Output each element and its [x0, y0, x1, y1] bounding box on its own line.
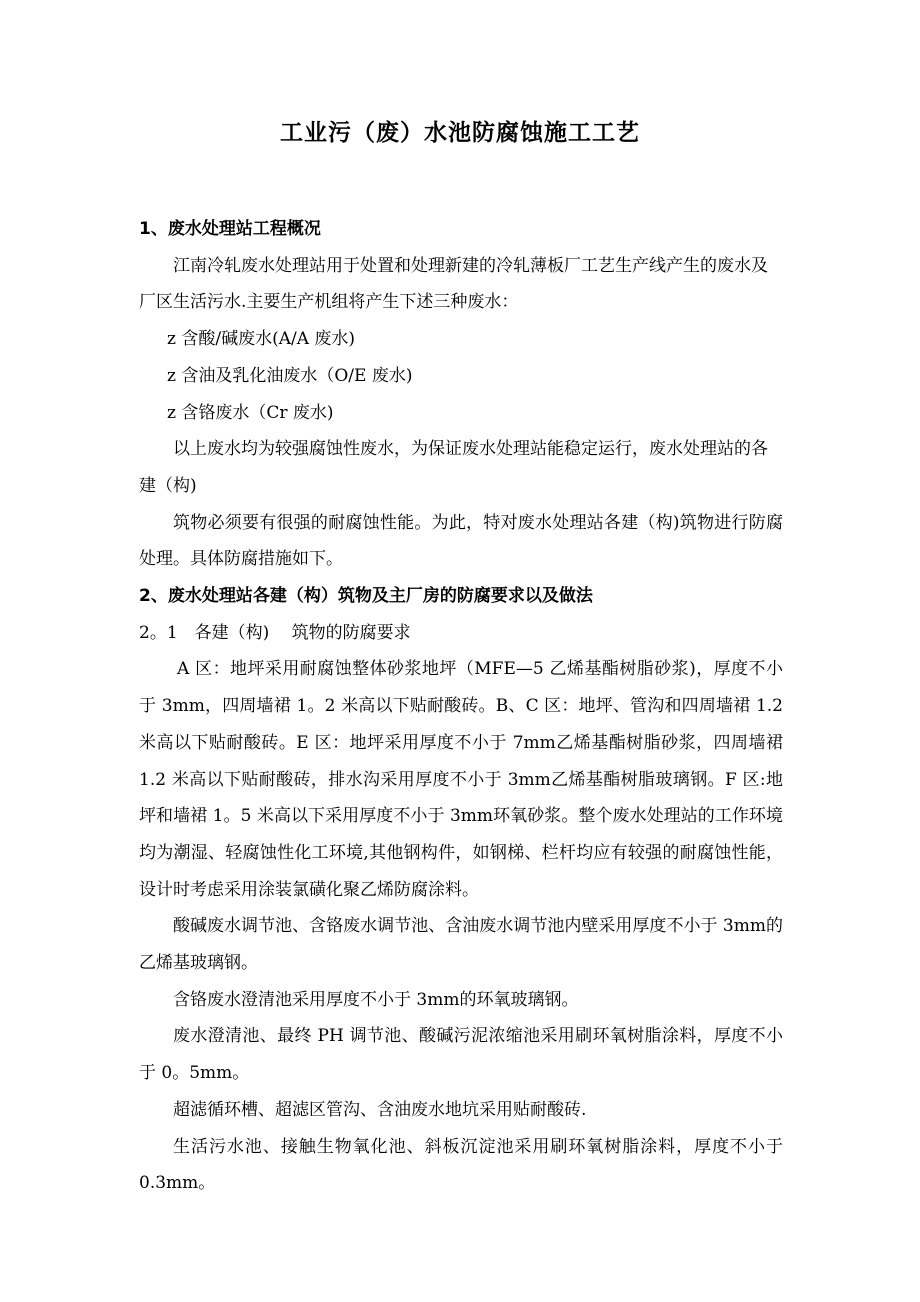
chromium-clarifier-paragraph: 含铬废水澄清池采用厚度不小于 3mm的环氧玻璃钢。	[173, 989, 579, 1010]
regulating-tank-paragraph: 酸碱废水调节池、含铬废水调节池、含油废水调节池内壁采用厚度不小于 3mm的乙烯基玻璃钢。	[139, 916, 783, 974]
requirements-paragraph: A 区：地坪采用耐腐蚀整体砂浆地坪（MFE—5 乙烯基酯树脂砂浆)，厚度不小于 3mm，四周墙裙 1。2 米高以下贴耐酸砖。B、C 区：地坪、管沟和四周墙裙 1.2 米高以下贴耐酸砖。E 区：地坪采用厚度不小于 7mm乙烯基酯树脂砂浆，四周墙裙 1.2 米高以下贴耐酸砖，排水沟采用厚度不小于 3mm乙烯基酯树脂玻璃钢。F 区:地坪和墙裙 1。5 米高以下采用厚度不小于 3mm环氧砂浆。整个废水处理站的工作环境均为潮湿、轻腐蚀性化工环境,其他钢构件，如钢梯、栏杆均应有较强的耐腐蚀性能，设计时考虑采用涂装氯磺化聚乙烯防腐涂料。	[139, 659, 783, 900]
section-1-paragraph-2: 以上废水均为较强腐蚀性废水，为保证废水处理站能稳定运行，废水处理站的各建（构)	[139, 439, 768, 496]
bullet-item-acid-alkali: z 含酸/碱废水(A/A 废水)	[167, 329, 356, 350]
clarifier-paragraph: 废水澄清池、最终 PH 调节池、酸碱污泥浓缩池采用刷环氧树脂涂料，厚度不小于 0。5mm。	[139, 1026, 783, 1084]
section-1-paragraph-3: 筑物必须要有很强的耐腐蚀性能。为此，特对废水处理站各建（构)筑物进行防腐处理。具体防腐措施如下。	[139, 512, 783, 570]
bullet-item-oil: z 含油及乳化油废水（O/E 废水)	[167, 365, 413, 386]
domestic-sewage-paragraph: 生活污水池、接触生物氧化池、斜板沉淀池采用刷环氧树脂涂料，厚度不小于 0.3mm。	[139, 1136, 783, 1194]
ultrafiltration-paragraph: 超滤循环槽、超滤区管沟、含油废水地坑采用贴耐酸砖.	[173, 1099, 587, 1120]
bullet-item-chromium: z 含铬废水（Cr 废水)	[167, 402, 334, 423]
document-body	[139, 211, 783, 1202]
document-title: 工业污（废）水池防腐蚀施工工艺	[280, 120, 640, 146]
section-2-heading: 2、废水处理站各建（构）筑物及主厂房的防腐要求以及做法	[139, 586, 593, 607]
section-2-1-subheading: 2。1 各建（构) 筑物的防腐要求	[139, 622, 411, 643]
section-1-intro: 江南冷轧废水处理站用于处置和处理新建的冷轧薄板厂工艺生产线产生的废水及厂区生活污水.主要生产机组将产生下述三种废水：	[139, 255, 768, 313]
section-1-heading: 1、废水处理站工程概况	[139, 219, 321, 239]
